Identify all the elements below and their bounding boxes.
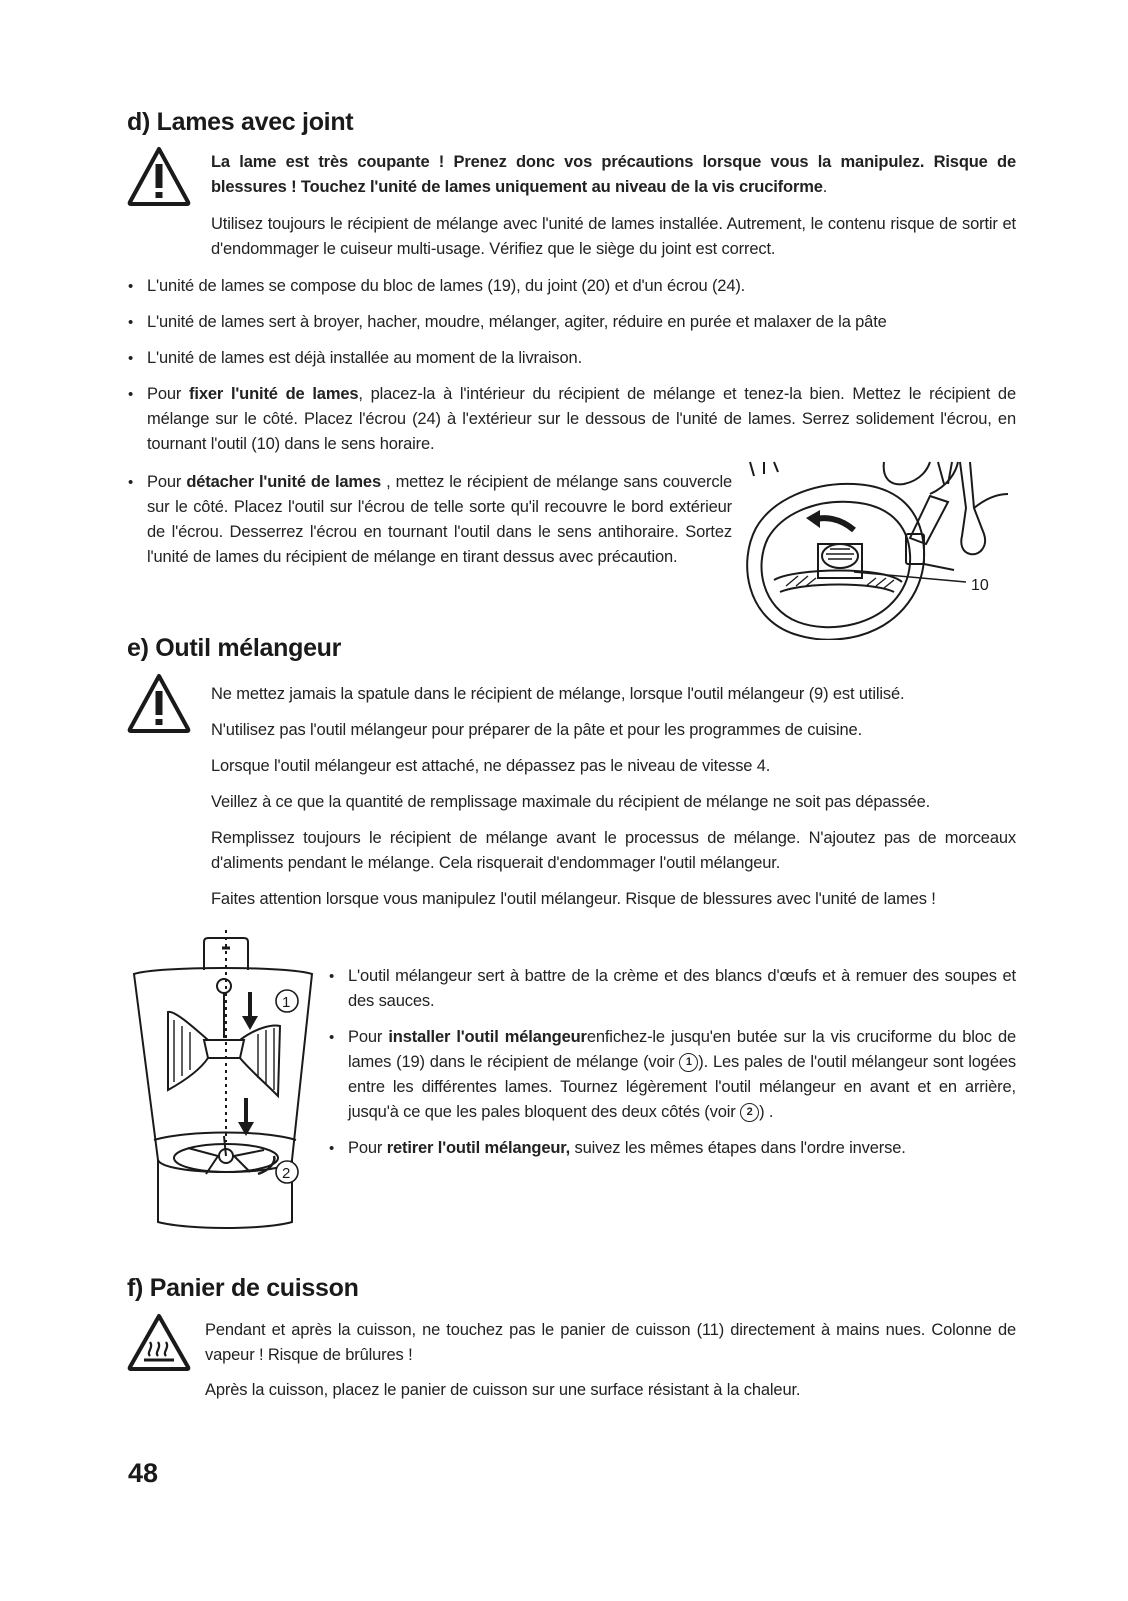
blade-removal-illustration [734,458,1024,640]
warning-triangle-icon [126,145,192,207]
warning-line: Lorsque l'outil mélangeur est attaché, ne dépassez pas le niveau de vitesse 4. [211,757,771,775]
figure-label-1: 1 [282,994,291,1011]
list-item: • L'unité de lames sert à broyer, hacher, moudre, mélanger, agiter, réduire en purée et malaxer de la pâte [128,310,1016,335]
list-item-install-mixer: • Pour installer l'outil mélangeurenfichez-le jusqu'en butée sur la vis cruciforme du bloc de lames (19) dans le récipient de mélange (voir 1 ). Les pales de l'outil mélangeur sont logées entre les différentes lames. Tournez légèrement l'outil mélangeur en avant et en arrière, jusqu'à ce que les pales bloquent des deux côtés (voir 2 ) . [329,1025,1016,1125]
figure-label-2: 2 [282,1165,291,1182]
warning-blade-end: . [822,178,828,196]
figure-label-10: 10 [971,577,989,594]
warning-container-text: Utilisez toujours le récipient de mélange avec l'unité de lames installée. Autrement, le contenu risque de sortir et d'endommager le cuiseur multi-usage. Vérifiez que le siège du joint est correct. [211,215,1016,258]
section-heading-f: f) Panier de cuisson [127,1274,359,1302]
hot-surface-triangle-icon [126,1312,192,1372]
blade-bullet-list [128,274,1016,457]
warning-triangle-icon [126,672,192,734]
warning-line: N'utilisez pas l'outil mélangeur pour préparer de la pâte et pour les programmes de cuisine. [211,721,863,739]
list-item: • L'outil mélangeur sert à battre de la crème et des blancs d'œufs et à remuer des soupes et des sauces. [329,964,1016,1014]
list-item-detach-blade: • Pour détacher l'unité de lames , mettez le récipient de mélange sans couvercle sur le côté. Placez l'outil sur l'écrou de telle sorte qu'il recouvre le bord extérieur de l'écrou. Desserrez l'écrou en tournant l'outil dans le sens antihoraire. Sortez l'unité de lames du récipient de mélange en tirant dessus avec précaution. [128,470,732,570]
section-heading-e: e) Outil mélangeur [127,634,342,662]
step-ref-2: 2 [740,1103,759,1122]
section-heading-d: d) Lames avec joint [127,108,354,136]
mixer-warnings [211,682,1016,912]
step-ref-1: 1 [679,1053,698,1072]
warning-line: Remplissez toujours le récipient de mélange avant le processus de mélange. N'ajoutez pas de morceaux d'aliments pendant le mélange. Cela risquerait d'endommager l'outil mélangeur. [211,829,1016,872]
mixer-tool-illustration [128,930,318,1230]
warning-blade-bold: La lame est très coupante ! Prenez donc vos précautions lorsque vous la manipulez. Risque de blessures ! Touchez l'unité de lames uniquement au niveau de la vis cruciforme [211,153,1016,196]
list-item: • L'unité de lames est déjà installée au moment de la livraison. [128,346,1016,371]
list-item-remove-mixer: • Pour retirer l'outil mélangeur, suivez les mêmes étapes dans l'ordre inverse. [329,1136,1016,1161]
list-item-fix-blade: • Pour fixer l'unité de lames, placez-la à l'intérieur du récipient de mélange et tenez-la bien. Mettez le récipient de mélange sur le côté. Placez l'écrou (24) à l'extérieur sur le dessous de l'unité de lames. Serrez solidement l'écrou, en tournant l'outil (10) dans le sens horaire. [128,382,1016,457]
detach-bullet-list [128,470,732,570]
heat-surface-text: Après la cuisson, placez le panier de cuisson sur une surface résistant à la chaleur. [205,1381,801,1399]
warning-line: Veillez à ce que la quantité de remplissage maximale du récipient de mélange ne soit pas dépassée. [211,793,931,811]
warning-line: Faites attention lorsque vous manipulez l'outil mélangeur. Risque de blessures avec l'unité de lames ! [211,890,936,908]
hot-warning-text: Pendant et après la cuisson, ne touchez pas le panier de cuisson (11) directement à mains nues. Colonne de vapeur ! Risque de brûlures ! [205,1321,1016,1364]
page-number: 48 [128,1458,159,1488]
mixer-bullet-list [329,964,1016,1161]
warning-blade-text [211,150,1016,200]
warning-line: Ne mettez jamais la spatule dans le récipient de mélange, lorsque l'outil mélangeur (9) est utilisé. [211,685,905,703]
list-item: • L'unité de lames se compose du bloc de lames (19), du joint (20) et d'un écrou (24). [128,274,1016,299]
